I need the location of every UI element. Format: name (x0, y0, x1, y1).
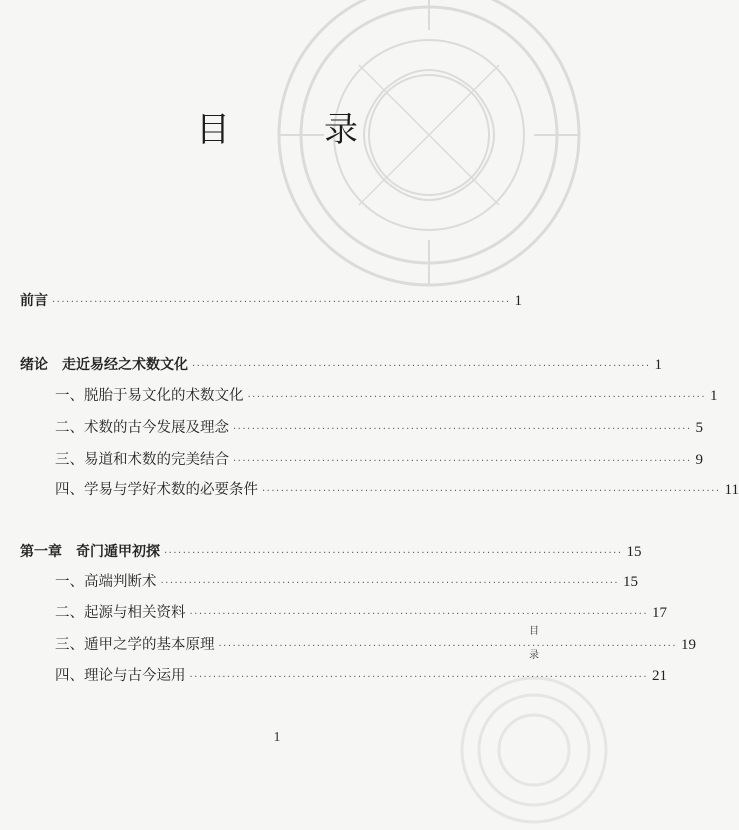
toc-entry-label: 三、遁甲之学的基本原理 (55, 637, 215, 653)
toc-entry-label: 一、脱胎于易文化的术数文化 (55, 388, 244, 404)
page-number: 1 (273, 730, 281, 745)
toc-entry-page: 15 (623, 574, 639, 590)
toc-entry-label (20, 541, 160, 563)
toc-entry-label: 二、起源与相关资料 (55, 605, 186, 621)
toc-entry-page: 5 (695, 420, 704, 436)
leader-dots: ·································································································· (233, 424, 692, 435)
toc-entry-page: 19 (681, 637, 697, 653)
leader-dots: ·································································································· (192, 361, 651, 372)
toc-entry-label: 四、学易与学好术数的必要条件 (55, 482, 258, 498)
toc-entry-label-part1: 第一章 (20, 544, 62, 560)
leader-dots: ·································································································· (189, 609, 649, 620)
leader-dots: ·································································································· (262, 486, 721, 497)
toc-entry[interactable] (55, 571, 639, 593)
toc-entry[interactable] (55, 602, 668, 624)
page-title: 目 录 (196, 110, 388, 150)
toc-entry-label: 四、理论与古今运用 (55, 668, 186, 684)
leader-dots: ·································································································· (164, 548, 623, 559)
toc-entry-page: 1 (710, 388, 718, 404)
leader-dots: ·································································································· (233, 456, 692, 467)
toc-entry[interactable] (55, 417, 704, 439)
toc-entry-label-part1: 绪论 (20, 357, 48, 373)
toc-entry-page: 21 (652, 668, 668, 684)
toc-entry-label-part2: 走近易经之术数文化 (62, 357, 188, 373)
toc-entry-page: 1 (514, 293, 523, 309)
toc-entry-label-part2: 奇门遁甲初探 (76, 544, 160, 560)
toc-entry-page: 17 (652, 605, 668, 621)
toc-entry-page: 11 (724, 482, 739, 498)
leader-dots: ·································································································· (52, 297, 511, 308)
toc-entry[interactable] (55, 449, 704, 471)
side-section-label: 目录 (529, 626, 539, 661)
seal-watermark-bottom-icon (454, 670, 614, 830)
toc-entry-preface[interactable] (20, 290, 523, 312)
toc-entry[interactable] (55, 479, 739, 501)
toc-entry-label: 一、高端判断术 (55, 574, 157, 590)
toc-entry-label: 三、易道和术数的完美结合 (55, 452, 229, 468)
leader-dots: ·································································································· (218, 641, 678, 652)
toc-entry-chapter-1[interactable] (20, 541, 642, 563)
leader-dots: ·································································································· (189, 672, 649, 683)
toc-entry-page: 15 (626, 544, 642, 560)
toc-entry-label: 二、术数的古今发展及理念 (55, 420, 229, 436)
leader-dots: ·································································································· (160, 578, 620, 589)
toc-entry-introduction[interactable] (20, 354, 663, 376)
toc-entry-page: 1 (654, 357, 663, 373)
toc-entry-page: 9 (695, 452, 704, 468)
toc-entry-label (20, 354, 188, 376)
leader-dots: ·································································································· (247, 392, 707, 403)
toc-entry-label: 前言 (20, 293, 48, 309)
toc-entry[interactable] (55, 385, 718, 407)
toc-entry[interactable] (55, 665, 668, 687)
